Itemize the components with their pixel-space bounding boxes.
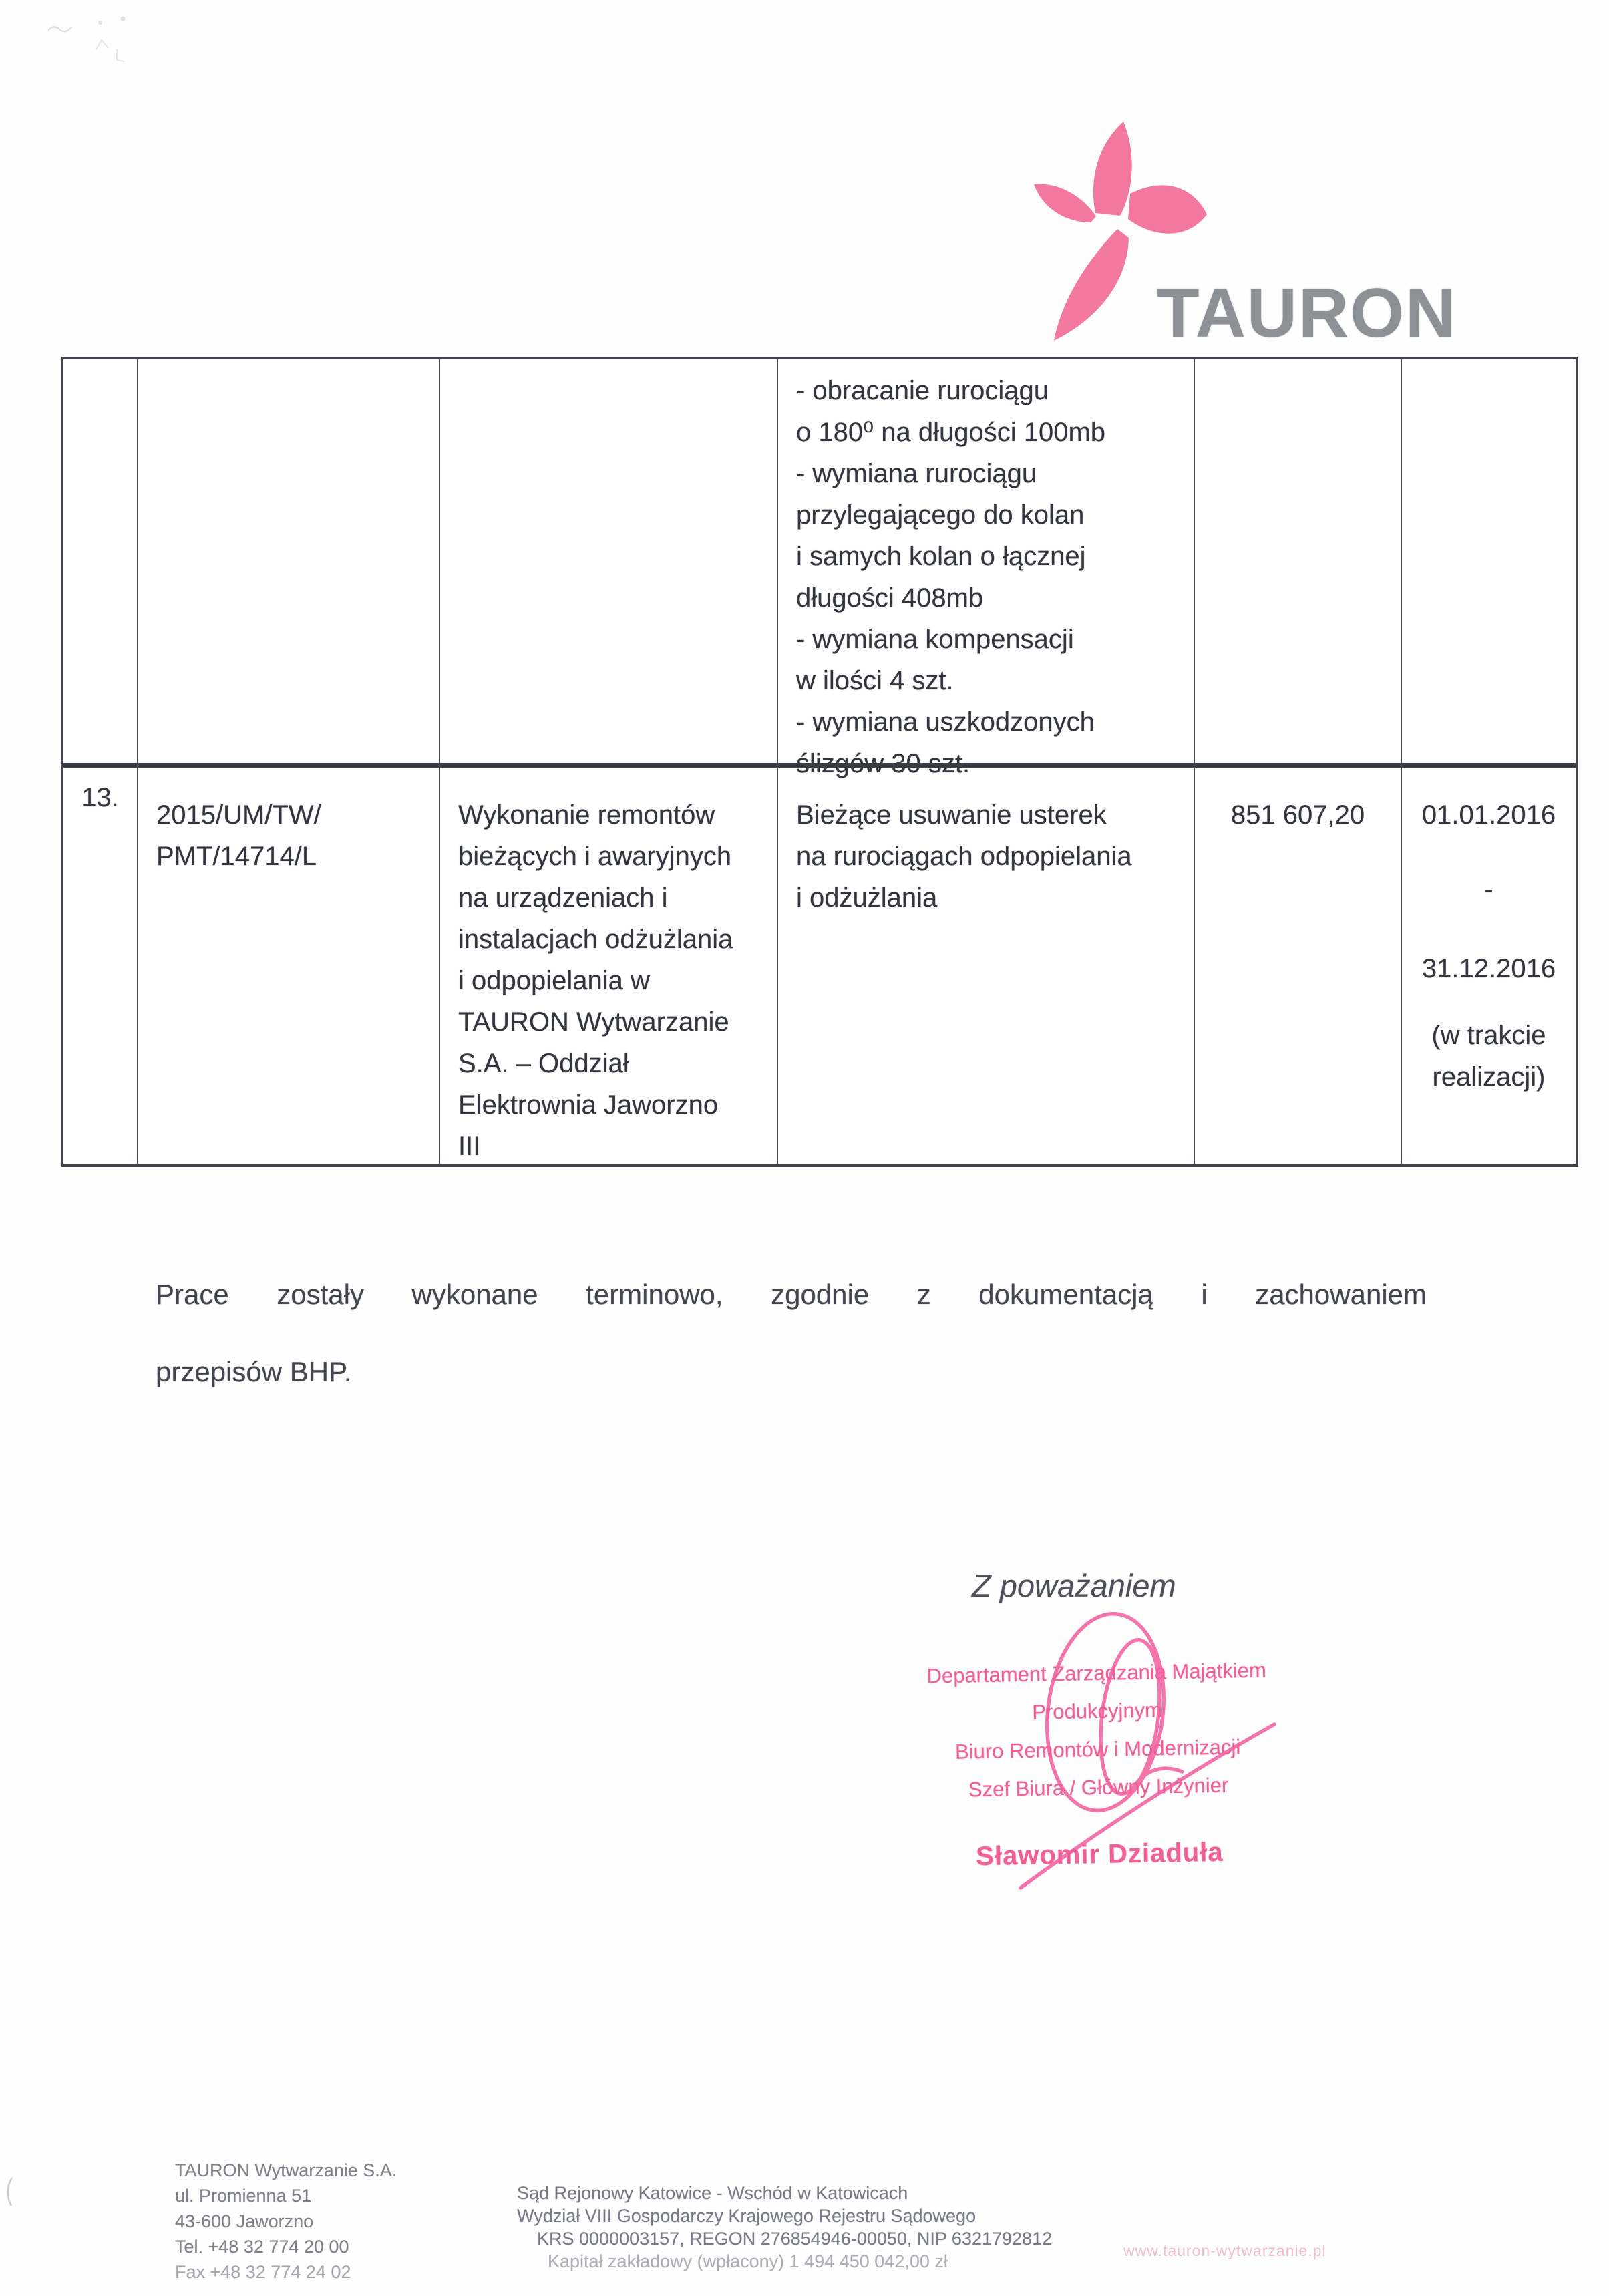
table-cell-contract-number bbox=[137, 763, 439, 1164]
scope-line: w ilości 4 szt. bbox=[796, 666, 954, 695]
contracts-table bbox=[61, 357, 1578, 1167]
footer-line: Sąd Rejonowy Katowice - Wschód w Katowicach bbox=[517, 2183, 908, 2203]
table-cell-contract-empty bbox=[137, 359, 439, 763]
table-cell-dates bbox=[1401, 763, 1576, 1164]
pencil-edge-mark bbox=[5, 2176, 15, 2207]
scope-line: - wymiana uszkodzonych bbox=[796, 707, 1095, 737]
scope-line: ślizgów 30 szt. bbox=[796, 749, 970, 778]
footer-registry-info bbox=[517, 2182, 1053, 2271]
footer-line-clipped: Fax +48 32 774 24 02 bbox=[175, 2262, 351, 2282]
subject-line: Wykonanie remontów bbox=[458, 800, 715, 830]
scope-line: na rurociągach odpopielania bbox=[796, 842, 1132, 871]
scope-line: długości 408mb bbox=[796, 583, 984, 613]
signatory-name: Sławomir Dziaduła bbox=[975, 1837, 1224, 1872]
stamp-line: Biuro Remontów i Modernizacji bbox=[954, 1735, 1241, 1764]
table-cell-row-number bbox=[63, 763, 137, 1164]
pencil-dot-mark bbox=[120, 16, 126, 22]
summary-line: Prace zostały wykonane terminowo, zgodnie z dokumentacją i zachowaniem bbox=[156, 1279, 1427, 1310]
status-line: realizacji) bbox=[1432, 1062, 1546, 1092]
contract-value: 851 607,20 bbox=[1230, 800, 1365, 830]
contract-number-line: PMT/14714/L bbox=[156, 842, 317, 871]
table-cell-dates-empty bbox=[1401, 359, 1576, 763]
scope-line: - obracanie rurociągu bbox=[796, 376, 1049, 405]
scope-line: Bieżące usuwanie usterek bbox=[796, 800, 1107, 830]
pencil-squiggle-mark bbox=[47, 23, 73, 37]
closing-phrase: Z poważaniem bbox=[972, 1568, 1176, 1603]
scope-line: przylegającego do kolan bbox=[796, 500, 1085, 530]
pencil-dot-mark bbox=[98, 20, 103, 25]
stamp-line: Departament Zarządzania Majątkiem Produkcyjnym bbox=[926, 1658, 1267, 1724]
subject-line: S.A. – Oddział bbox=[458, 1049, 629, 1078]
footer-website: www.tauron-wytwarzanie.pl bbox=[1123, 2242, 1326, 2259]
scope-line: o 180⁰ na długości 100mb bbox=[796, 418, 1106, 447]
subject-line: bieżących i awaryjnych bbox=[458, 842, 732, 871]
stamp-line: Szef Biura / Główny Inżynier bbox=[968, 1773, 1229, 1802]
footer-line: TAURON Wytwarzanie S.A. bbox=[175, 2160, 397, 2180]
scope-line: - wymiana kompensacji bbox=[796, 625, 1074, 654]
footer-line: 43-600 Jaworzno bbox=[175, 2211, 314, 2231]
footer-line: ul. Promienna 51 bbox=[175, 2186, 312, 2206]
date-from: 01.01.2016 bbox=[1421, 800, 1556, 830]
subject-line: i odpopielania w bbox=[458, 966, 650, 995]
table-cell-scope-carryover bbox=[777, 359, 1194, 778]
row-number: 13. bbox=[81, 783, 119, 812]
subject-line: instalacjach odżużlania bbox=[458, 925, 733, 954]
subject-line: TAURON Wytwarzanie bbox=[458, 1007, 729, 1037]
pencil-l-mark bbox=[115, 48, 126, 63]
table-cell-value bbox=[1194, 763, 1401, 1164]
table-cell-value-empty bbox=[1194, 359, 1401, 763]
scope-line: i odżużlania bbox=[796, 883, 938, 913]
footer-line-clipped: Kapitał zakładowy (wpłacony) 1 494 450 042,00 zł bbox=[548, 2251, 948, 2271]
footer-line: Tel. +48 32 774 20 00 bbox=[175, 2237, 349, 2257]
date-separator: - bbox=[1484, 875, 1493, 905]
table-cell-number-empty bbox=[63, 359, 137, 763]
brand-wordmark: TAURON bbox=[1157, 275, 1457, 352]
scope-line: i samych kolan o łącznej bbox=[796, 542, 1086, 571]
status-line: (w trakcie bbox=[1431, 1021, 1546, 1050]
pencil-caret-mark bbox=[95, 39, 110, 51]
subject-line: na urządzeniach i bbox=[458, 883, 668, 913]
date-to: 31.12.2016 bbox=[1421, 954, 1556, 983]
signature-scribble bbox=[962, 1595, 1322, 1909]
table-cell-scope bbox=[777, 763, 1194, 1164]
scope-line: - wymiana rurociągu bbox=[796, 459, 1037, 488]
contract-number-line: 2015/UM/TW/ bbox=[156, 800, 321, 830]
table-cell-subject bbox=[439, 763, 777, 1164]
summary-paragraph bbox=[156, 1256, 1427, 1411]
footer-company-address bbox=[175, 2158, 397, 2282]
footer-line: Wydział VIII Gospodarczy Krajowego Rejestru Sądowego bbox=[517, 2206, 976, 2226]
summary-line: przepisów BHP. bbox=[156, 1356, 352, 1387]
footer-line: KRS 0000003157, REGON 276854946-00050, NIP 6321792812 bbox=[537, 2229, 1053, 2249]
table-cell-subject-empty bbox=[439, 359, 777, 763]
subject-line: III bbox=[458, 1132, 481, 1161]
subject-line: Elektrownia Jaworzno bbox=[458, 1090, 719, 1120]
